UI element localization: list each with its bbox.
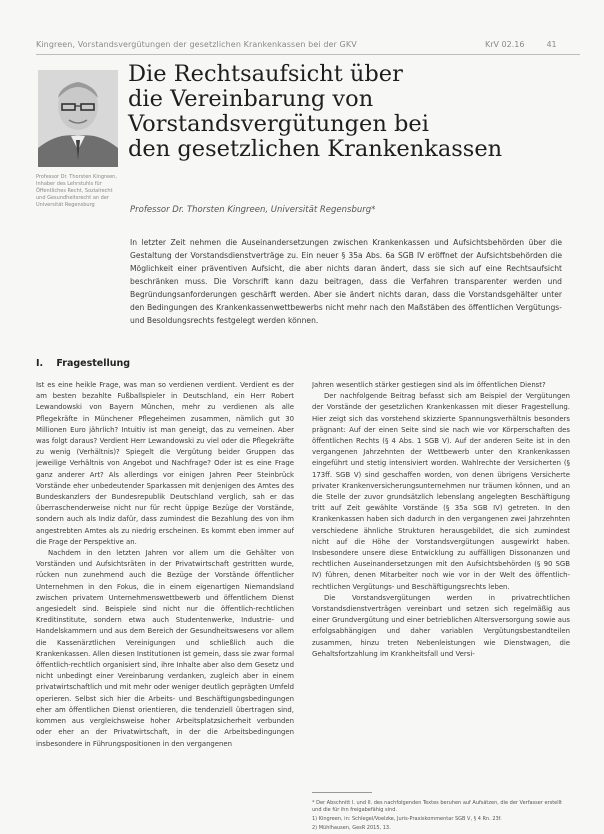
title-line: Die Rechtsaufsicht über: [128, 61, 403, 87]
footnote-rule: [312, 792, 372, 793]
section-heading: [36, 358, 130, 369]
running-title: Kingreen, Vorstandsvergütungen der gesetzlichen Krankenkassen bei der GKV: [36, 40, 357, 49]
section-title: Fragestellung: [56, 358, 131, 369]
title-line: den gesetzlichen Krankenkassen: [128, 136, 503, 162]
footnote: 1) Kingreen, in: Schlegel/Voelzke, Juris-Praxiskommentar SGB V, § 4 Rn. 23f.: [312, 816, 502, 822]
section-number: I.: [36, 358, 44, 369]
header-right: [485, 40, 557, 49]
abstract: In letzter Zeit nehmen die Auseinandersetzungen zwischen Krankenkassen und Aufsichtsbehörden über die Gestaltung der Vorstandsdienstverträge zu. Ein neuer § 35a Abs. 6a SGB IV eröffnet der Aufsichtsbehörden die Möglichkeit einer präventiven Aufsicht, die aber nichts daran ändert, dass sie sich auf eine Rechtsaufsicht beschränken muss. Die Vorschrift kann dazu beitragen, dass die Verfahren transparenter werden und Begründungsanforderungen geschärft werden. Aber sie ändert nichts daran, dass die Vorstandsgehälter unter den Bedingungen des Krankenkassenwettbewerbs nicht mehr nach den Maßstäben des öffentlichen Vergütungs- und Besoldungsrechts festgelegt werden können.: [130, 238, 562, 325]
title-line: die Vereinbarung von: [128, 86, 374, 112]
author-line: Professor Dr. Thorsten Kingreen, Universität Regensburg*: [130, 205, 376, 215]
left-column: [36, 380, 294, 820]
paragraph: Der nachfolgende Beitrag befasst sich am Beispiel der Vergütungen der Vorstände der gesetzlichen Krankenkassen mit dieser Fragestellung. Hier zeigt sich das vorstehend skizzierte Spannungsverhältnis besonders prägnant: Auf der einen Seite sind sie nach wie vor Körperschaften des öffentlichen Rechts (§ 4 Abs. 1 SGB V). Auf der anderen Seite ist in den vergangenen Jahrzehnten der Wettbewerb unter den Krankenkassen eingeführt und stetig intensiviert worden. Wahlrechte der Versicherten (§ 173ff. SGB V) sind geschaffen worden, von denen übrigens Versicherte privater Krankenversicherungsunternehmen nur träumen können, und an die Stelle der zuvor grundsätzlich lebenslang angelegten Beschäftigung tritt auf Zeit gewählte Vorstände (§ 35a SGB IV) getreten. In den Krankenkassen haben sich dadurch in den vergangenen zwei Jahrzehnten verschiedene ähnliche Strukturen herausgebildet, die sich zumindest nicht auf die Höhe der Vorstandsvergütungen ausgewirkt haben. Insbesondere unsere diese Entwicklung zu auffälligen Dissonanzen und rechtlichen Auseinandersetzungen mit den Aufsichtsbehörden (§ 90 SGB IV) führen, denen Mitarbeiter noch wie vor in der Welt des öffentlich-rechtlichen Vergütungs- und Beschäftigungsrechts leben.: [312, 392, 570, 591]
footnote: 2) Mühlhausen, GesR 2015, 13.: [312, 825, 391, 831]
author-photo: [38, 70, 118, 167]
paragraph: Nachdem in den letzten Jahren vor allem um die Gehälter von Vorständen und Aufsichtsräten in der Privatwirtschaft gestritten wurde, rücken nun zunehmend auch die Bezüge der Vorstände öffentlicher Unternehmen in den Fokus, die in einem eigenartigen Niemandsland zwischen privatem Unternehmenswettbewerb und öffentlichem Dienst angesiedelt sind. Beispiele sind nicht nur die öffentlich-rechtlichen Kreditinstitute, sondern etwa auch Studentenwerke, Industrie- und Handelskammern und aus dem Bereich der Gesundheitswesens vor allem die Kassenärztlichen Vereinigungen und schließlich auch die Krankenkassen. Allen diesen Institutionen ist gemein, dass sie zwar formal öffentlich-rechtlich organisiert sind, ihre Inhalte aber also dem Gesetz und nicht unbedingt einer Vereinbarung verdanken, zugleich aber in einem privatwirtschaftlich und mit mehr oder weniger deutlich geprägten Umfeld operieren. Selbst sich hier die Arbeits- und Beschäftigungsbedingungen eher am öffentlichen Dienst orientieren, die tendenziell übertragen sind, kommen aus vergleichsweise hoher Arbeitsplatzsicherheit verbunden oder eher an der Privatwirtschaft, in der die Arbeitsbedingungen insbesondere in Führungspositionen in den vergangenen: [36, 549, 294, 748]
right-column: [312, 380, 570, 778]
paragraph: Jahren wesentlich stärker gestiegen sind als im öffentlichen Dienst?: [312, 381, 546, 389]
footnotes: [312, 800, 570, 834]
paragraph: Die Vorstandsvergütungen werden in privatrechtlichen Vorstandsdienstverträgen vereinbart und setzen sich regelmäßig aus einer Grundvergütung und einer betrieblichen Altersversorgung sowie aus erfolgsabhängigen und daher variablen Vergütungsbestandteilen zusammen, hinzu treten Nebenleistungen wie Dienstwagen, die Gehaltsfortzahlung im Krankheitsfall und Versi-: [312, 593, 570, 658]
article-title: [128, 62, 568, 162]
photo-caption: Professor Dr. Thorsten Kingreen, Inhaber des Lehrstuhls für Öffentliches Recht, Sozialrecht und Gesundheitsrecht an der Universität Regensburg: [36, 174, 117, 208]
journal-issue: KrV 02.16: [485, 40, 525, 49]
title-line: Vorstandsvergütungen bei: [128, 111, 429, 137]
page-number: 41: [546, 40, 557, 49]
footnote: * Der Abschnitt I. und II. des nachfolgenden Textes beruhen auf Aufsätzen, die der Verfasser erstellt und die für ihn freigabefähig sind.: [312, 800, 562, 813]
paragraph: Ist es eine heikle Frage, was man so verdienen verdient. Verdient es der am besten bezahlte Fußballspieler in Deutschland, ein Herr Robert Lewandowski von Bayern München, mehr zu verdienen als alle Pflegekräfte in Münchener Pflegeheimen zusammen, nämlich gut 30 Millionen Euro jährlich? Intuitiv ist man geneigt, das zu verneinen. Aber was folgt daraus? Verdient Herr Lewandowski zu viel oder die Pflegekräfte zu wenig (Verhältnis)? Spiegelt die Vergütung beider Gruppen das jeweilige Verhältnis von Angebot und Nachfrage? Oder ist es eine Frage ganz anderer Art? Als allerdings vor einigen Jahren Peer Steinbrück Vorstände eher unbedeutender Sparkassen mit denjenigen des Amtes des Bundeskanzlers der Bundesrepublik Deutschland verglich, sah er das überraschenderweise nicht nur für recht üppige Bezüge der Vorstände, sondern auch als Indiz dafür, dass zumindest die Bezahlung des von ihm angestrebten Amtes als zu niedrig erscheinen. Es kommt eben immer auf die Frage der Perspektive an.: [36, 381, 294, 546]
author-portrait-image: [38, 70, 118, 167]
header-rule: [36, 54, 580, 55]
